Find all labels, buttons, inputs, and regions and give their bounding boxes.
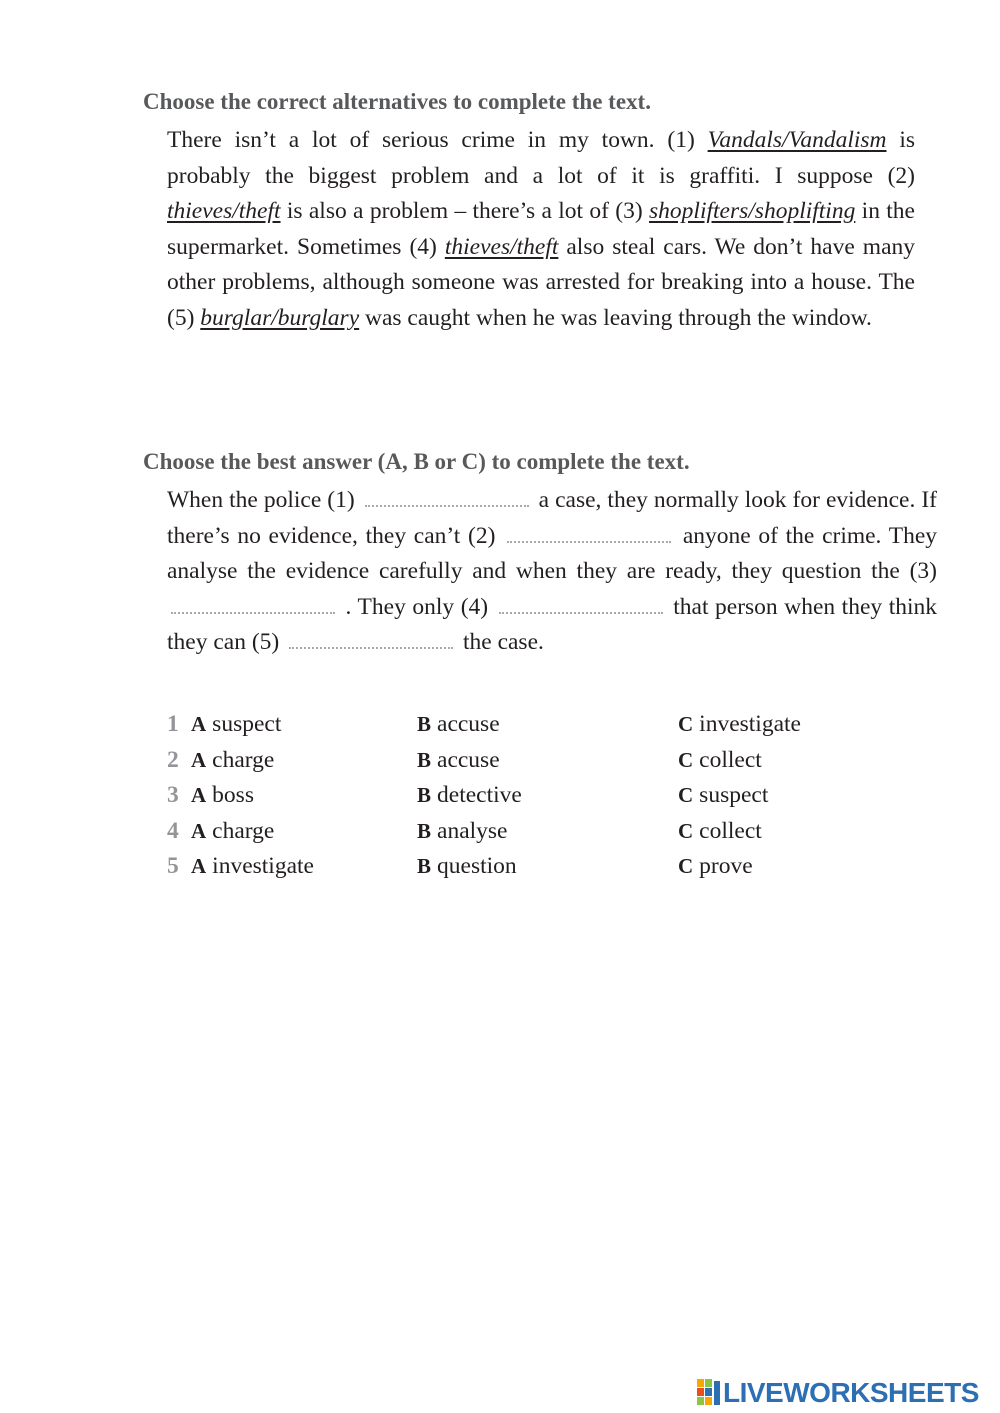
- option-word: collect: [699, 746, 762, 773]
- option-b[interactable]: [417, 743, 500, 779]
- option-a[interactable]: [191, 707, 281, 743]
- option-letter: C: [678, 818, 694, 843]
- exercise1-text: There isn’t a lot of serious crime in my town. (1) Vandals/Vandalism is probably the biggest problem and a lot of it is graffiti. I suppose (2) thieves/theft is also a problem – there’s a lot of (3) shoplifters/shoplifting in the supermarket. Sometimes (4) thieves/theft also steal cars. We don’t have many other problems, although someone was arrested for breaking into a house. The (5) burglar/burglary was caught when he was leaving through the window.: [167, 127, 915, 331]
- option-letter: B: [417, 854, 432, 878]
- option-letter: B: [417, 712, 432, 736]
- option-word: suspect: [699, 782, 769, 808]
- liveworksheets-logo-text: LIVEWORKSHEETS: [723, 1377, 979, 1408]
- option-word: detective: [437, 782, 522, 808]
- option-b[interactable]: [417, 707, 500, 743]
- alternative-4[interactable]: thieves/theft: [444, 233, 559, 260]
- option-c[interactable]: [678, 849, 753, 885]
- option-letter: A: [191, 712, 207, 736]
- answer-options: [167, 707, 867, 885]
- option-number: 5: [167, 853, 179, 879]
- answer-gap-4[interactable]: [499, 592, 663, 614]
- exercise2-text: When the police (1) a case, they normally look for evidence. If there’s no evidence, they can’t (2) anyone of the crime. They analyse the evidence carefully and when they are ready, they question the (3) . They only (4) that person when they think they can (5) the case.: [167, 487, 938, 655]
- option-word: charge: [212, 746, 275, 773]
- option-word: suspect: [212, 711, 282, 737]
- option-letter: B: [417, 783, 432, 807]
- option-number: 3: [167, 782, 179, 808]
- option-a[interactable]: [191, 849, 314, 885]
- option-letter: C: [678, 783, 694, 807]
- option-row: [167, 707, 867, 743]
- option-letter: A: [191, 854, 207, 878]
- alternative-2[interactable]: thieves/theft: [167, 198, 281, 224]
- option-c[interactable]: [678, 707, 801, 743]
- answer-gap-1[interactable]: [365, 485, 529, 507]
- option-number: 2: [167, 746, 179, 773]
- option-word: charge: [212, 817, 275, 844]
- option-letter: C: [678, 854, 694, 878]
- option-c[interactable]: [678, 743, 762, 779]
- option-letter: B: [417, 818, 432, 843]
- option-row: [167, 778, 867, 814]
- option-c[interactable]: [678, 814, 762, 850]
- option-a[interactable]: [191, 743, 274, 779]
- option-letter: B: [417, 747, 432, 772]
- option-number: 1: [167, 711, 179, 737]
- option-letter: A: [191, 783, 207, 807]
- option-word: accuse: [437, 746, 500, 773]
- alternative-3[interactable]: shoplifters/shoplifting: [649, 198, 856, 224]
- alternative-1[interactable]: Vandals/Vandalism: [707, 127, 887, 153]
- option-word: question: [437, 853, 517, 879]
- option-a[interactable]: [191, 814, 274, 850]
- answer-gap-3[interactable]: [171, 592, 335, 614]
- option-word: collect: [699, 817, 762, 844]
- exercise1-heading: Choose the correct alternatives to complete the text.: [143, 89, 651, 114]
- alternative-5[interactable]: burglar/burglary: [200, 304, 360, 331]
- option-letter: A: [191, 818, 207, 843]
- answer-gap-2[interactable]: [507, 521, 671, 543]
- option-word: investigate: [699, 711, 801, 737]
- option-b[interactable]: [417, 814, 507, 850]
- option-letter: A: [191, 747, 207, 772]
- option-word: prove: [699, 853, 753, 879]
- option-word: investigate: [212, 853, 314, 879]
- option-letter: C: [678, 712, 694, 736]
- option-row: [167, 814, 867, 850]
- option-b[interactable]: [417, 778, 522, 814]
- liveworksheets-logo: [697, 1378, 979, 1408]
- option-word: boss: [212, 782, 254, 808]
- answer-gap-5[interactable]: [289, 627, 453, 649]
- option-word: analyse: [437, 817, 508, 844]
- option-a[interactable]: [191, 778, 254, 814]
- option-word: accuse: [437, 711, 500, 737]
- option-b[interactable]: [417, 849, 517, 885]
- option-row: [167, 849, 867, 885]
- exercise2-heading: Choose the best answer (A, B or C) to complete the text.: [143, 449, 690, 474]
- liveworksheets-logo-icon: [697, 1379, 721, 1407]
- option-c[interactable]: [678, 778, 768, 814]
- option-row: [167, 743, 867, 779]
- option-letter: C: [678, 747, 694, 772]
- option-number: 4: [167, 817, 179, 844]
